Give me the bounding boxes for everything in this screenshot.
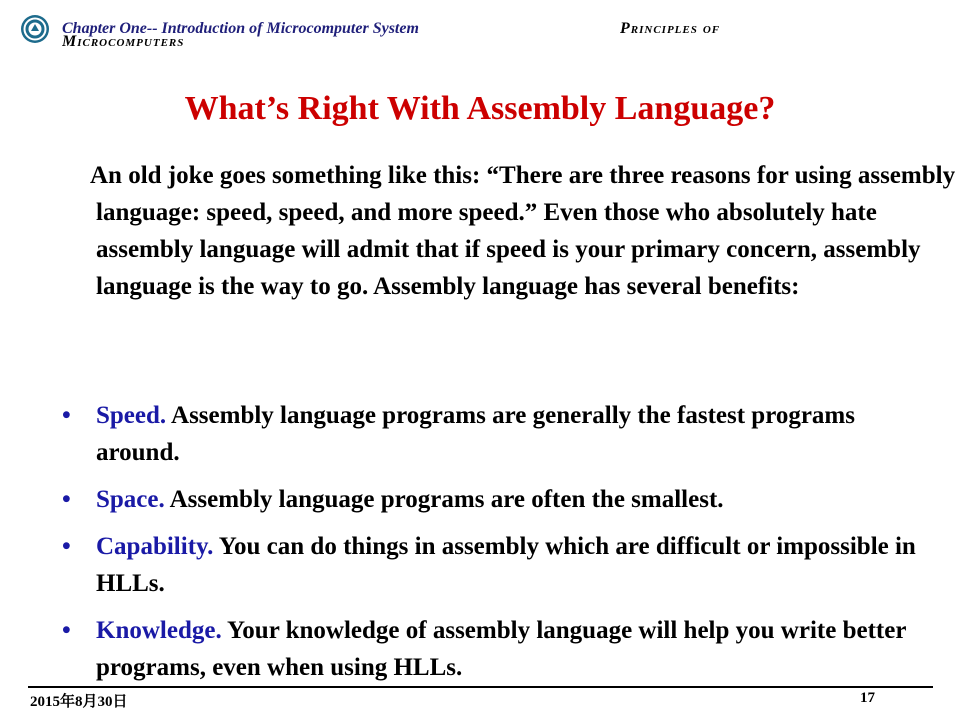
list-item	[62, 397, 932, 471]
bullet-text: Your knowledge of assembly language will help you write better programs, even when using HLLs.	[96, 617, 906, 681]
intro-text: An old joke goes something like this: “There are three reasons for using assembly language: speed, speed, and more speed.” Even those who absolutely hate assembly language will admit that if speed is your primary concern, assembly language is the way to go. Assembly language has several benefits:	[90, 162, 956, 300]
page-number: 17	[860, 690, 875, 706]
bullet-text: Assembly language programs are often the smallest.	[164, 486, 724, 513]
bullet-keyword: Capability.	[96, 533, 214, 560]
course-label-line2: Microcomputers	[62, 33, 185, 47]
bullet-icon: •	[62, 402, 71, 429]
university-seal-icon	[20, 14, 50, 44]
list-item	[62, 612, 932, 686]
bullet-keyword: Space.	[96, 486, 165, 513]
slide-title: What’s Right With Assembly Language?	[184, 90, 776, 127]
bullet-icon: •	[62, 617, 71, 644]
bullet-keyword: Speed.	[96, 402, 167, 429]
intro-paragraph	[62, 157, 960, 305]
chapter-label: Chapter One-- Introduction of Microcomputer System	[62, 20, 419, 37]
bullet-text: Assembly language programs are generally the fastest programs around.	[96, 402, 855, 466]
bullet-text: You can do things in assembly which are difficult or impossible in HLLs.	[96, 533, 916, 597]
course-label-line1: Principles of	[620, 20, 721, 37]
benefit-list	[62, 397, 932, 696]
footer-divider	[28, 686, 933, 688]
bullet-keyword: Knowledge.	[96, 617, 222, 644]
bullet-icon: •	[62, 533, 71, 560]
list-item	[62, 528, 932, 602]
bullet-icon: •	[62, 486, 71, 513]
list-item	[62, 481, 932, 518]
slide-date: 2015年8月30日	[30, 694, 128, 710]
